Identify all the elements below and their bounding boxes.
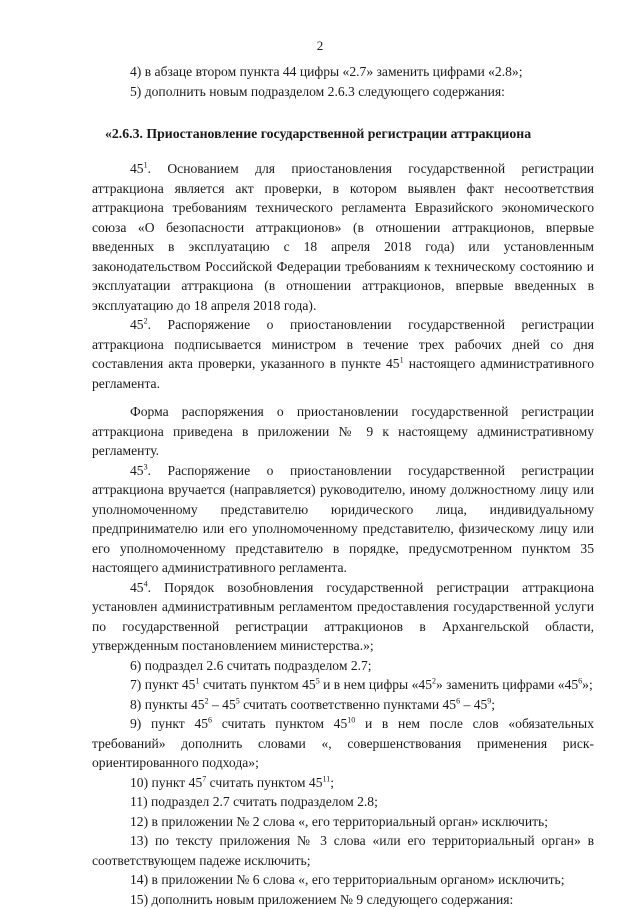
amendment-item-10: 10) пункт $45^7$ считать пунктом $45^{11}$; <box>92 773 594 793</box>
intro-item-4: 4) в абзаце втором пункта 44 цифры «2.7» заменить цифрами «2.8»; <box>92 62 594 82</box>
paragraph-form: Форма распоряжения о приостановлении государственной регистрации аттракциона приведена в приложении № 9 к настоящему административному регламенту. <box>92 402 594 461</box>
intro-block <box>92 62 594 101</box>
amendment-item-14: 14) в приложении № 6 слова «, его территориальным органом» исключить; <box>92 870 594 890</box>
amendment-item-8: 8) пункты $45^2 - 45^5$ считать соответственно пунктами $45^6 - 45^9$; <box>92 695 594 715</box>
amendment-item-12: 12) в приложении № 2 слова «, его территориальный орган» исключить; <box>92 812 594 832</box>
paragraph-45-3: $45^3$. Распоряжение о приостановлении государственной регистрации аттракциона вручается (направляется) руководителю, иному должностному лицу или уполномоченному представителю юридического лица, индивидуальному предпринимателю или его уполномоченному представителю, физическому лицу или его уполномоченному представителю в порядке, предусмотренном пунктом 35 настоящего административного регламента. <box>92 461 594 578</box>
amendment-item-13: 13) по тексту приложения № 3 слова «или его территориальный орган» в соответствующем падеже исключить; <box>92 831 594 870</box>
paragraph-45-2: $45^2$. Распоряжение о приостановлении государственной регистрации аттракциона подписывается министром в течение трех рабочих дней со дня составления акта проверки, указанного в пункте $45^1$ настоящего административного регламента. <box>92 315 594 393</box>
main-text <box>92 159 594 909</box>
page-number: 2 <box>0 36 640 56</box>
amendment-item-7: 7) пункт $45^1$ считать пунктом $45^5$ и в нем цифры «$45^2$» заменить цифрами «$45^6$»; <box>92 675 594 695</box>
amendment-item-15: 15) дополнить новым приложением № 9 следующего содержания: <box>92 890 594 909</box>
amendment-item-9: 9) пункт $45^6$ считать пунктом $45^{10}$ и в нем после слов «обязательных требований» дополнить словами «, совершенствования применения риск-ориентированного подхода»; <box>92 714 594 773</box>
amendment-item-11: 11) подраздел 2.7 считать подразделом 2.8; <box>92 792 594 812</box>
amendment-item-6: 6) подраздел 2.6 считать подразделом 2.7; <box>92 656 594 676</box>
paragraph-45-1: $45^1$. Основанием для приостановления государственной регистрации аттракциона является акт проверки, в котором выявлен факт несоответствия аттракциона требованиям технического регламента Евразийского экономического союза «О безопасности аттракционов» (в отношении аттракционов, впервые введенных в эксплуатацию с 18 апреля 2018 года) или установленным законодательством Российской Федерации требованиям к техническому состоянию и эксплуатации аттракциона (в отношении аттракционов, впервые введенных в эксплуатацию до 18 апреля 2018 года). <box>92 159 594 315</box>
paragraph-45-4: $45^4$. Порядок возобновления государственной регистрации аттракциона установлен административным регламентом предоставления государственной услуги по государственной регистрации аттракционов в Архангельской области, утвержденным постановлением министерства.»; <box>92 578 594 656</box>
intro-item-5: 5) дополнить новым подразделом 2.6.3 следующего содержания: <box>92 82 594 102</box>
section-heading: «2.6.3. Приостановление государственной регистрации аттракциона <box>105 124 605 144</box>
